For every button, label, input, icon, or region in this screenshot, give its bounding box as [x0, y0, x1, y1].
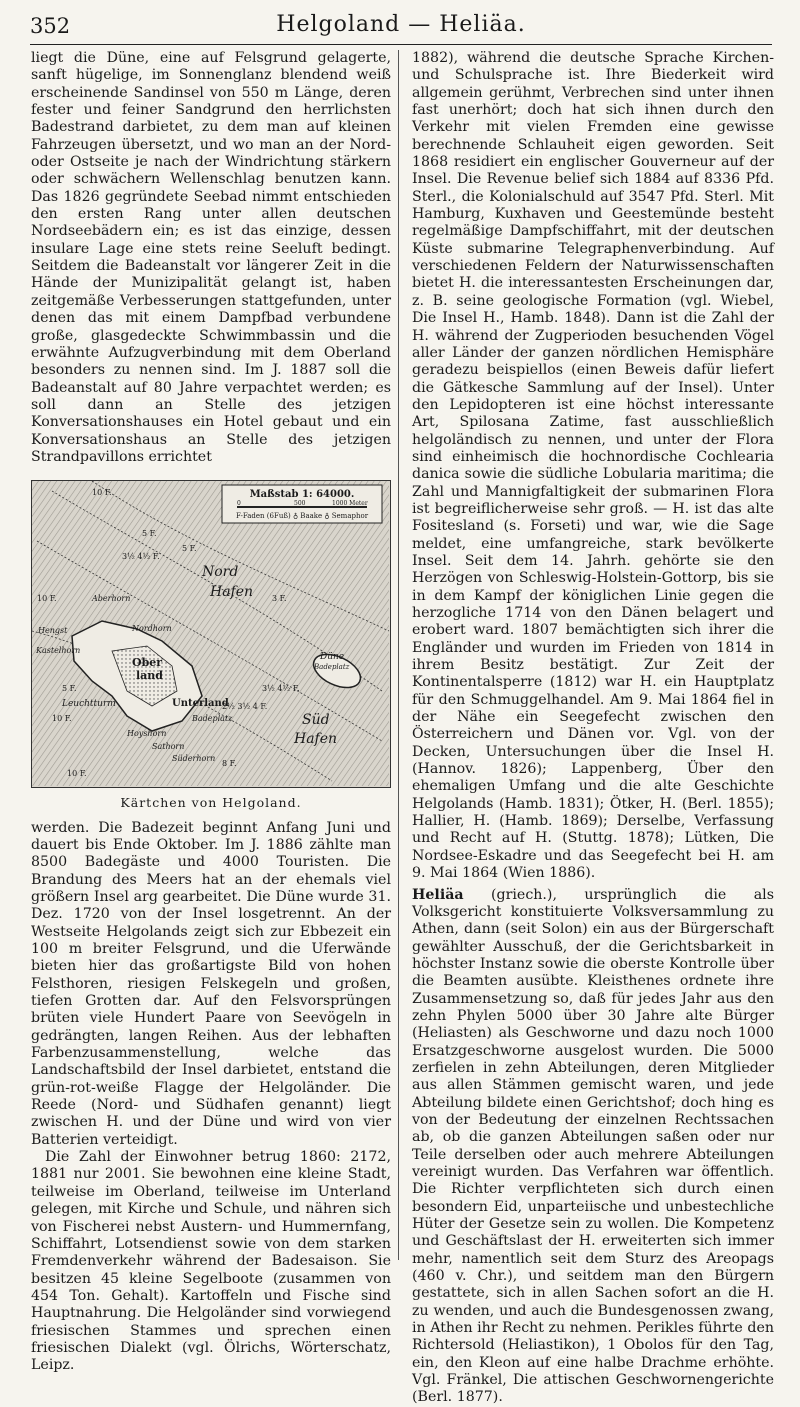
map-scale-500: 500 [294, 500, 306, 508]
map-label-unterland: Unterland [172, 698, 229, 710]
map-label-leuchtturm: Leuchtturm [62, 699, 116, 710]
map-depth-9: 2½ 3½ 4 F. [222, 702, 268, 712]
page-header [30, 10, 772, 45]
map-depth-12: 8 F. [222, 759, 237, 769]
map-depth-6: 5 F. [182, 544, 197, 554]
map-label-nord-hafen: Hafen [210, 584, 254, 601]
map-depth-2: 10 F. [37, 594, 57, 604]
left-paragraph-1: liegt die Düne, eine auf Felsgrund gelagerte, sanft hügelige, im Sonnenglanz blendend weiß erscheinende Sandinsel von 550 m Länge, deren fester und feiner Sandgrund den herrlichsten Badestrand darbietet, zu dem man auf kleinen Fahrzeugen übersetzt, und wo man an der Nord- oder Ostseite je nach der Windrichtung stärkern oder schwächern Wellenschlag benutzen kann. Das 1826 gegründete Seebad nimmt entschieden den ersten Rang unter allen deutschen Nordseebädern ein; es ist das einzige, dessen insulare Lage eine stets reine Seeluft bedingt. Seitdem die Badeanstalt vor längerer Zeit in die Hände der Munizipalität gelangt ist, haben zeitgemäße Verbesserungen stattgefunden, unter denen das mit einem Dampfbad verbundene große, glasgedeckte Schwimmbassin und die erwähnte Aufzugverbindung mit dem Oberland besonders zu nennen sind. Im J. 1887 soll die Badeanstalt auf 80 Jahre verpachtet werden; es soll dann an Stelle des jetzigen Konversationshauses ein Hotel gebaut und ein Konversationshaus an Stelle des jetzigen Strandpavillons errichtet [31, 50, 391, 465]
map-label-sathorn: Sathorn [152, 742, 185, 752]
right-column [412, 50, 774, 1406]
map-label-land: land [136, 669, 163, 683]
map-label-sued-hafen: Hafen [294, 731, 338, 748]
map-depth-7: 5 F. [62, 684, 77, 694]
entry-body: (griech.), ursprünglich die als Volksgericht konstituierte Volksversammlung zu Athen, dann (seit Solon) ein aus der Bürgerschaft gewählter Ausschuß, der die Gerichtsbarkeit in höchster Instanz sowie die oberste Kontrolle über die Beamten ausübte. Kleisthenes ordnete ihre Zusammensetzung so, daß für jedes Jahr aus den zehn Phylen 5000 über 30 Jahre alte Bürger (Heliasten) als Geschworne und dazu noch 1000 Ersatzgeschworne ausgelost wurden. Die 5000 zerfielen in zehn Abteilungen, deren Mitglieder aus allen Stämmen gemischt waren, und jede Abteilung bildete einen Gerichtshof; doch hing es von der Bedeutung der einzelnen Rechtssachen ab, ob die ganzen Abteilungen saßen oder nur Teile derselben oder auch mehrere Abteilungen vereinigt wurden. Das Verfahren war öffentlich. Die Richter verpflichteten sich durch einen besondern Eid, unparteiische und unbestechliche Hüter der Gesetze sein zu wollen. Die Kompetenz und Geschäftslast der H. erweiterten sich immer mehr, namentlich seit dem Sturz des Areopags (460 v. Chr.), und seitdem man den Bürgern gestattete, sich in allen Sachen sofort an die H. zu wenden, und auch die Bundesgenossen zwang, in Athen ihr Recht zu nehmen. Perikles führte den Richtersold (Heliastikon), 1 Obolos für den Tag, ein, den Kleon auf eine halbe Drachme erhöhte. Vgl. Fränkel, Die attischen Geschwornengerichte (Berl. 1877). [412, 886, 774, 1406]
page-number: 352 [30, 14, 71, 38]
column-divider [398, 50, 399, 1260]
map-drawing [32, 481, 389, 786]
map-depth-10: 3½ 4½ F. [262, 684, 300, 694]
map-label-nordhorn: Nordhorn [132, 624, 172, 634]
map-label-aberhorn: Aberhorn [92, 594, 131, 604]
left-paragraph-2: werden. Die Badezeit beginnt Anfang Juni und dauert bis Ende Oktober. Im J. 1886 zählte man 8500 Badegäste und 4000 Touristen. Die Brandung des Meers hat an der ehemals viel größern Insel arg gearbeitet. Die Düne wurde 31. Dez. 1720 von der Insel losgetrennt. An der Westseite Helgolands zeigt sich zur Ebbezeit ein 100 m breiter Felsgrund, und die Uferwände bieten hier das großartigste Bild von hohen Felsthoren, riesigen Felskegeln und großen, tiefen Grotten dar. Auf den Felsvorsprüngen brüten viele Hundert Paare von Seevögeln in gedrängten, langen Reihen. Aus der lebhaften Farbenzusammenstellung, welche das Landschaftsbild der Insel darbietet, entstand die grün-rot-weiße Flagge der Helgoländer. Die Reede (Nord- und Südhafen genannt) liegt zwischen H. und der Düne und wird von vier Batterien verteidigt. [31, 819, 391, 1148]
map-depth-8: 3½ 4½ F. [122, 552, 160, 562]
left-paragraph-3: Die Zahl der Einwohner betrug 1860: 2172, 1881 nur 2001. Sie bewohnen eine kleine Stadt, teilweise im Oberland, teilweise im Unterland gelegen, mit Kirche und Schule, und nähren sich von Fischerei nebst Austern- und Hummernfang, Schiffahrt, Lotsendienst sowie von dem starken Fremdenverkehr während der Badesaison. Sie besitzen 45 kleine Segelboote (zusammen von 454 Ton. Gehalt). Kartoffeln und Fische sind Hauptnahrung. Die Helgoländer sind vorwiegend friesischen Stammes und sprechen einen friesischen Dialekt (vgl. Ölrichs, Wörterschatz, Leipz. [31, 1149, 391, 1374]
entry-heliaea [412, 887, 774, 1407]
map-label-hoyshorn: Hoyshorn [127, 729, 167, 739]
map-label-badeplatz: Badeplatz [192, 714, 233, 724]
page-title: Helgoland — Heliäa. [276, 12, 526, 37]
map-depth-5: 5 F. [142, 529, 157, 539]
map-depth-11: 3 F. [272, 594, 287, 604]
helgoland-map [31, 480, 391, 788]
map-depth-4: 10 F. [67, 769, 87, 779]
map-label-hengst: Hengst [38, 626, 68, 636]
entry-heading: Heliäa [412, 886, 464, 903]
map-caption: Kärtchen von Helgoland. [120, 795, 302, 811]
map-label-duene: Düne [320, 652, 345, 663]
map-depth-3: 10 F. [52, 714, 72, 724]
map-legend: F-Faden (6Fuß) ♁ Baake ♁ Semaphor [235, 512, 369, 521]
right-paragraph-1: 1882), während die deutsche Sprache Kirchen- und Schulsprache ist. Ihre Biederkeit wird allgemein gerühmt, Verbrechen sind unter ihnen fast unerhört; doch hat sich ihnen durch den Verkehr mit vielen Fremden eine gewisse berechnende Schlauheit eigen geworden. Seit 1868 residiert ein englischer Gouverneur auf der Insel. Die Revenue belief sich 1884 auf 8336 Pfd. Sterl., die Kolonialschuld auf 3547 Pfd. Sterl. Mit Hamburg, Kuxhaven und Geestemünde besteht regelmäßige Dampfschiffahrt, mit der deutschen Küste submarine Telegraphenverbindung. Auf verschiedenen Feldern der Naturwissenschaften bietet H. die interessantesten Erscheinungen dar, z. B. seine geologische Formation (vgl. Wiebel, Die Insel H., Hamb. 1848). Dann ist die Zahl der H. während der Zugperioden besuchenden Vögel aller Länder der ganzen nördlichen Hemisphäre geradezu beispiellos (einen Beweis dafür liefert die Gätkesche Sammlung auf der Insel). Unter den Lepidopteren ist eine höchst interessante Art, Spilosana Zatime, fast ausschließlich helgoländisch zu nennen, und unter der Flora sind einheimisch die hochnordische Cochlearia danica sowie die südliche Lobularia maritima; die Zahl und Mannigfaltigkeit der submarinen Flora ist begreiflicherweise sehr groß. — H. ist das alte Fositesland (s. Forseti) und war, wie die Sage meldet, eine umfangreiche, stark bevölkerte Insel. Seit dem 14. Jahrh. gehörte sie den Herzögen von Schleswig-Holstein-Gottorp, bis sie in dem Kampf der königlichen Linie gegen die herzogliche 1714 von den Dänen belagert und erobert ward. 1807 bemächtigten sich ihrer die Engländer und wurden im Frieden von 1814 in ihrem Besitz bestätigt. Zur Zeit der Kontinentalsperre (1812) war H. ein Hauptplatz für den Schmuggelhandel. Am 9. Mai 1864 fiel in der Nähe ein Seegefecht zwischen den Österreichern und Dänen vor. Vgl. von der Decken, Untersuchungen über die Insel H. (Hannov. 1826); Lappenberg, Über den ehemaligen Umfang und die alte Geschichte Helgolands (Hamb. 1831); Ötker, H. (Berl. 1855); Hallier, H. (Hamb. 1869); Derselbe, Verfassung und Recht auf H. (Stuttg. 1878); Lütken, Die Nordsee-Eskadre und das Seegefecht bei H. am 9. Mai 1864 (Wien 1886). [412, 50, 774, 882]
map-label-ober: Ober [132, 656, 163, 670]
map-scale-1000: 1000 Meter [332, 500, 368, 508]
map-label-suederhorn: Süderhorn [172, 754, 216, 764]
map-depth-1: 10 F. [92, 488, 112, 498]
map-scale-zero: 0 [237, 500, 241, 508]
map-label-nord: Nord [202, 564, 239, 581]
map-label-duene-badeplatz: Badeplatz [314, 663, 350, 672]
map-scale-title: Maßstab 1: 64000. [249, 489, 355, 501]
map-label-kastelhorn: Kastelhorn [36, 646, 81, 656]
map-label-sued: Süd [302, 712, 330, 729]
left-column [31, 50, 391, 1374]
